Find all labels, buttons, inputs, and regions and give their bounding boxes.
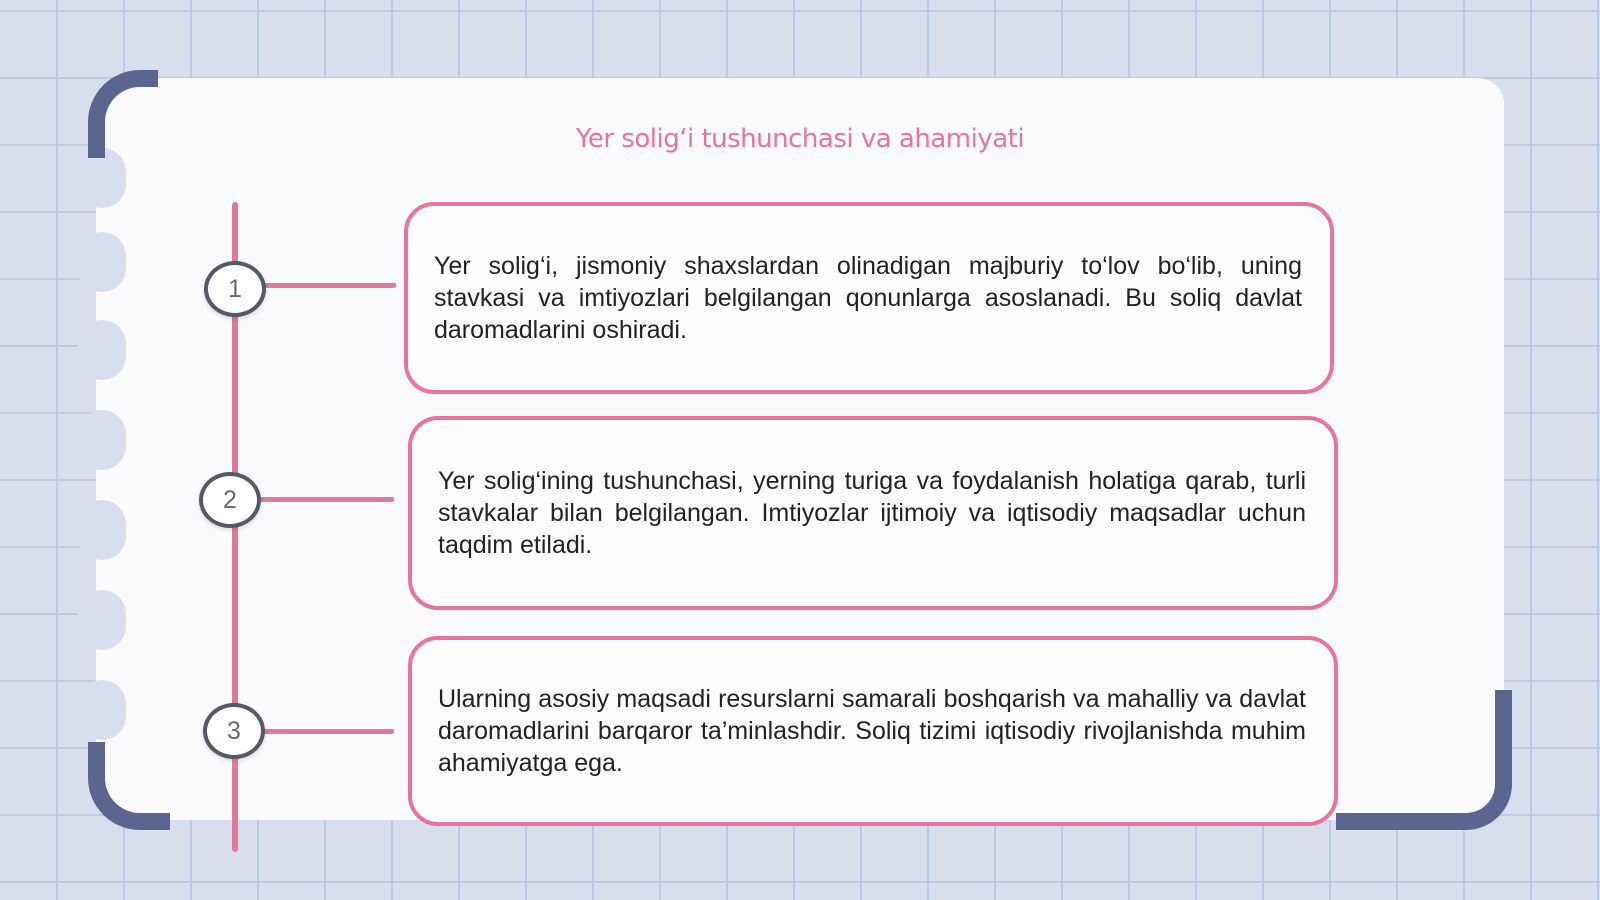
frame-corner-bottom-left (88, 742, 170, 830)
paper-notch (78, 232, 126, 292)
frame-corner-bottom-right (1336, 690, 1512, 830)
timeline-connector (262, 729, 394, 734)
step-text: Yer solig‘ining tushunchasi, yerning turiga va foydalanish holatiga qarab, turli stavkalar bilan belgilangan. Imtiyozlar ijtimoiy va iqtisodiy maqsadlar uchun taqdim etiladi. (438, 467, 1306, 559)
step-number-badge: 1 (204, 261, 266, 317)
paper-notch (78, 590, 126, 650)
step-text: Ularning asosiy maqsadi resurslarni samarali boshqarish va mahalliy va davlat daromadlarini barqaror ta’minlashdir. Soliq tizimi iqtisodiy rivojlanishda muhim ahamiyatga ega. (438, 685, 1306, 777)
paper-notch (78, 320, 126, 380)
step-number-badge: 3 (203, 703, 265, 759)
step-card (404, 202, 1334, 394)
step-text: Yer solig‘i, jismoniy shaxslardan olinadigan majburiy to‘lov bo‘lib, uning stavkasi va imtiyozlari belgilangan qonunlarga asoslanadi. Bu soliq davlat daromadlarini oshiradi. (434, 252, 1302, 344)
step-number-badge: 2 (199, 472, 261, 528)
paper-notch (78, 680, 126, 740)
timeline-connector (262, 283, 396, 288)
timeline-connector (260, 497, 394, 502)
step-card (408, 416, 1338, 610)
paper-notch (78, 500, 126, 560)
slide-title: Yer solig‘i tushunchasi va ahamiyati (575, 124, 1025, 154)
paper-notch (78, 410, 126, 470)
step-card (408, 636, 1338, 826)
